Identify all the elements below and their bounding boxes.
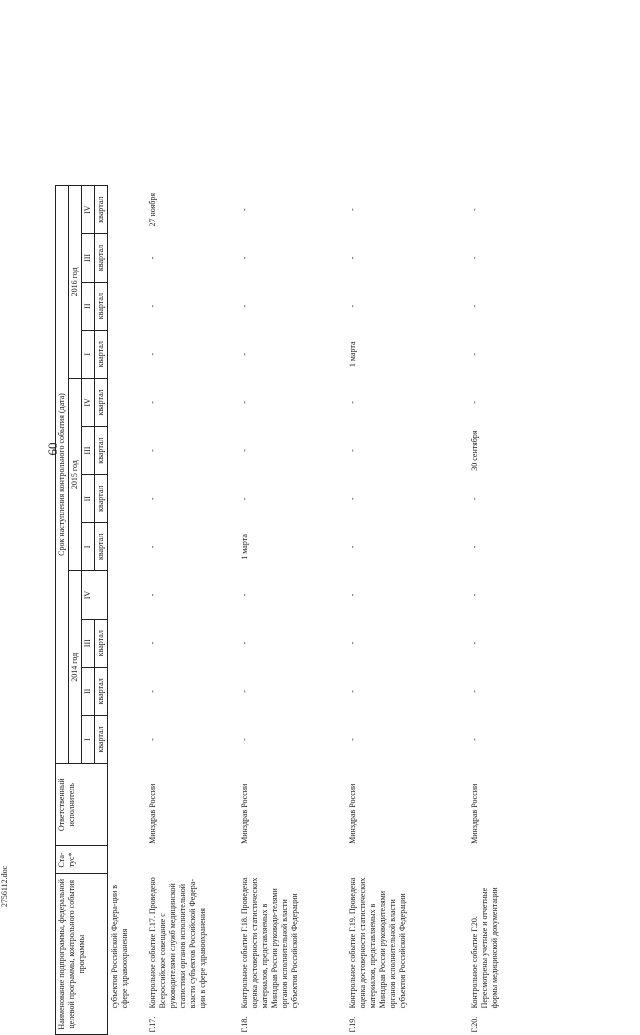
deadline-cell: -	[470, 352, 479, 356]
row-name: субъектов Российской Федера-ции в сфере здравоохранения	[110, 884, 129, 1009]
deadline-cell: -	[470, 593, 479, 597]
deadline-cell: -	[470, 208, 479, 212]
row-responsible: Минздрав России	[348, 783, 357, 844]
deadline-cell: -	[240, 256, 249, 260]
quarter-numeral: III	[82, 234, 95, 282]
deadline-cell: -	[470, 256, 479, 260]
deadline-cell: -	[348, 641, 357, 645]
deadline-cell: -	[148, 641, 157, 645]
quarter-label: квартал	[95, 667, 108, 715]
table-row	[238, 186, 346, 1035]
deadline-cell: -	[348, 401, 357, 404]
deadline-cell	[108, 234, 147, 282]
document-reference: 2756112.doc	[0, 865, 10, 908]
deadline-cell: 27 ноября	[148, 192, 157, 227]
quarter-numeral: IV	[82, 378, 95, 426]
table-row	[468, 186, 554, 1035]
deadline-cell: -	[148, 256, 157, 260]
deadline-cell	[108, 619, 147, 667]
deadline-cell: -	[470, 641, 479, 645]
deadline-cell: -	[148, 593, 157, 597]
deadline-cell: -	[348, 208, 357, 212]
deadline-cell	[108, 571, 147, 619]
row-status	[346, 846, 468, 874]
row-status	[238, 846, 346, 874]
deadline-cell: -	[470, 497, 479, 501]
deadline-cell: -	[348, 304, 357, 308]
deadline-cell: -	[148, 304, 157, 308]
row-name: Контрольное событие Г.19. Проведена оценка достоверности статистических материалов, представляемых в Минздрав России руководителями органов исполнительной власти субъектов Российской Федерации	[348, 877, 407, 1009]
deadline-cell: -	[240, 641, 249, 645]
header-year-2016: 2016 год	[69, 186, 82, 379]
deadline-cell: -	[470, 401, 479, 404]
deadline-cell: 30 сентября	[470, 430, 479, 471]
row-responsible: Минздрав России	[470, 783, 479, 844]
quarter-label: квартал	[95, 234, 108, 282]
quarter-label: квартал	[95, 715, 108, 763]
rotated-table-sheet	[55, 185, 585, 1035]
deadline-cell: -	[470, 545, 479, 549]
quarter-numeral: II	[82, 667, 95, 715]
row-number: Г.17.	[148, 1016, 157, 1033]
quarter-label: квартал	[95, 282, 108, 330]
deadline-cell: -	[348, 256, 357, 260]
deadline-cell: -	[148, 545, 157, 549]
deadline-cell: -	[240, 497, 249, 501]
row-status	[146, 846, 238, 874]
deadline-cell	[108, 427, 147, 475]
table-row	[108, 186, 147, 1035]
deadline-cell	[108, 186, 147, 234]
quarter-numeral: IV	[82, 186, 95, 234]
deadline-cell: -	[348, 690, 357, 693]
quarter-label: квартал	[95, 427, 108, 475]
table-row	[146, 186, 238, 1035]
deadline-cell: -	[148, 449, 157, 452]
quarter-label: квартал	[95, 330, 108, 378]
deadline-cell	[108, 667, 147, 715]
table-row	[346, 186, 468, 1035]
deadline-cell	[108, 330, 147, 378]
deadline-cell: 1 марта	[348, 341, 357, 368]
header-year-2014: 2014 год	[69, 571, 82, 764]
deadline-cell	[108, 282, 147, 330]
deadline-cell: -	[148, 690, 157, 693]
row-responsible	[108, 764, 147, 846]
quarter-numeral: III	[82, 427, 95, 475]
header-name: Наименование подпрограммы, федеральной целевой программы, контрольного события программы	[56, 874, 108, 1035]
quarter-label: квартал	[95, 523, 108, 571]
deadline-cell: -	[148, 738, 157, 741]
deadline-cell: -	[348, 449, 357, 452]
deadline-cell: -	[348, 738, 357, 741]
quarter-label: квартал	[95, 186, 108, 234]
deadline-cell: -	[240, 401, 249, 404]
page-number: 60	[45, 442, 60, 456]
header-year-2015: 2015 год	[69, 378, 82, 571]
deadline-cell: -	[148, 352, 157, 356]
deadline-cell: -	[240, 208, 249, 212]
deadline-cell	[108, 378, 147, 426]
deadline-cell	[108, 523, 147, 571]
deadline-cell: -	[348, 545, 357, 549]
quarter-numeral: I	[82, 715, 95, 763]
deadline-cell: -	[348, 497, 357, 501]
header-status: Ста-тус*	[56, 846, 108, 874]
row-number: Г.20.	[470, 1016, 479, 1033]
deadline-cell	[108, 715, 147, 763]
quarter-numeral: II	[82, 282, 95, 330]
deadline-cell	[108, 475, 147, 523]
deadline-cell: -	[470, 690, 479, 693]
deadline-cell: -	[148, 497, 157, 501]
row-responsible: Минздрав России	[240, 783, 249, 844]
deadline-cell: -	[348, 593, 357, 597]
quarter-numeral: I	[82, 523, 95, 571]
header-responsible: Ответственный исполнитель	[56, 764, 108, 846]
quarter-numeral: I	[82, 330, 95, 378]
quarter-label: квартал	[95, 475, 108, 523]
row-name: Контрольное событие Г.20. Пересмотрены учетные и отчетные формы медицинской документации	[470, 887, 499, 1009]
deadline-cell: -	[240, 593, 249, 597]
row-name: Контрольное событие Г.18. Проведена оценка достоверности статистических материалов, представляемых в Минздрав России руководи-телями органов исполнительной власти субъектов Российской Федерации	[240, 877, 299, 1009]
deadline-cell: -	[240, 304, 249, 308]
quarter-numeral: II	[82, 475, 95, 523]
header-deadline: Срок наступления контрольного события (дата)	[56, 186, 69, 764]
control-events-table	[55, 185, 554, 1035]
deadline-cell: -	[240, 449, 249, 452]
row-number: Г.18.	[240, 1016, 249, 1033]
deadline-cell: -	[148, 401, 157, 404]
row-status	[468, 846, 554, 874]
quarter-numeral: III	[82, 619, 95, 667]
deadline-cell: 1 марта	[240, 534, 249, 560]
quarter-label: квартал	[95, 619, 108, 667]
deadline-cell: -	[240, 690, 249, 693]
row-name: Контрольное событие Г.17. Проведено Всероссийское совещание с руководителями служб медицинской статистики органов исполнительной власти субъектов Российской Федера-ции в сфере здравоохранения	[148, 877, 207, 1009]
quarter-numeral: IV	[82, 571, 108, 619]
quarter-label: квартал	[95, 378, 108, 426]
deadline-cell: -	[470, 304, 479, 308]
row-number: Г.19.	[348, 1016, 357, 1033]
deadline-cell: -	[240, 738, 249, 741]
deadline-cell: -	[470, 738, 479, 741]
row-responsible: Минздрав России	[148, 783, 157, 844]
row-number	[108, 1010, 147, 1034]
row-status	[108, 846, 147, 874]
deadline-cell: -	[240, 352, 249, 356]
